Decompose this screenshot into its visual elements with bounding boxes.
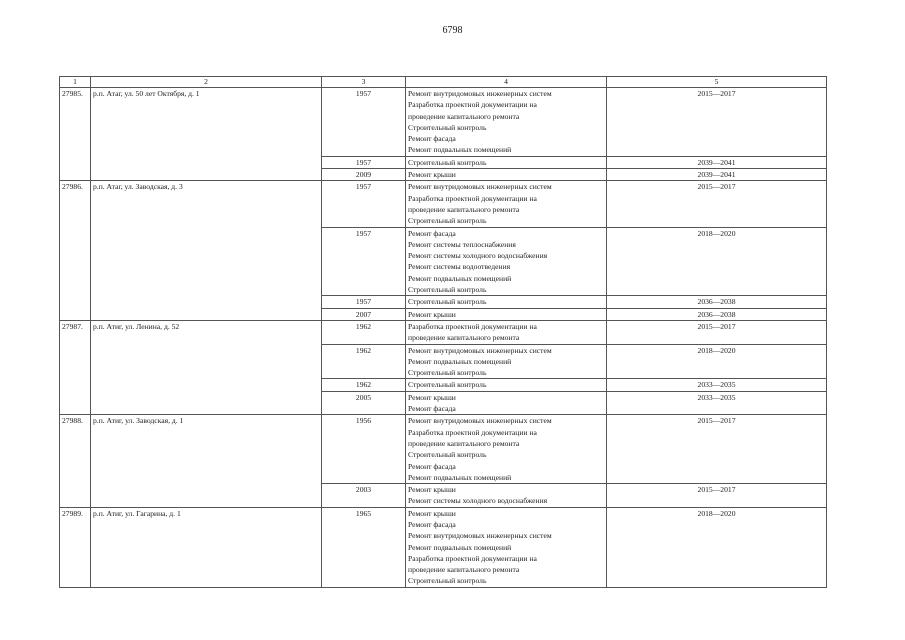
work-item: Ремонт фасада xyxy=(408,228,456,238)
works-cell xyxy=(406,296,607,308)
work-item: Ремонт фасада xyxy=(408,519,456,529)
year-cell: 1965 xyxy=(322,507,406,587)
work-item: Строительный контроль xyxy=(408,450,487,460)
works-cell xyxy=(406,344,607,379)
year-cell: 1956 xyxy=(322,415,406,484)
repair-schedule-table xyxy=(59,76,827,588)
year-cell: 1957 xyxy=(322,88,406,157)
column-header: 2 xyxy=(91,77,322,88)
work-item: Строительный контроль xyxy=(408,157,487,167)
period-cell: 2018—2020 xyxy=(607,227,827,296)
period-cell: 2015—2017 xyxy=(607,320,827,344)
work-item: проведение капитального ремонта xyxy=(408,204,520,214)
table-body xyxy=(60,88,827,588)
period-cell: 2018—2020 xyxy=(607,344,827,379)
work-item: Строительный контроль xyxy=(408,216,487,226)
work-item: Разработка проектной документации на xyxy=(408,193,537,203)
period-cell: 2033—2035 xyxy=(607,391,827,415)
record-number: 27985. xyxy=(60,88,91,181)
period-cell: 2036—2038 xyxy=(607,296,827,308)
work-item: Строительный контроль xyxy=(408,576,487,586)
table-header xyxy=(60,77,827,88)
year-cell: 1962 xyxy=(322,320,406,344)
work-item: Ремонт системы теплоснабжения xyxy=(408,239,516,249)
works-cell xyxy=(406,484,607,508)
year-cell: 1957 xyxy=(322,227,406,296)
works-cell xyxy=(406,181,607,227)
period-cell: 2039—2041 xyxy=(607,156,827,168)
work-item: Ремонт системы водоотведения xyxy=(408,262,511,272)
work-item: Строительный контроль xyxy=(408,122,487,132)
works-cell xyxy=(406,507,607,587)
work-item: проведение капитального ремонта xyxy=(408,438,520,448)
table-row xyxy=(60,507,827,587)
work-item: Разработка проектной документации на xyxy=(408,553,537,563)
building-address: р.п. Атиг, ул. Гагарина, д. 1 xyxy=(91,507,322,587)
work-item: Ремонт внутридомовых инженерных систем xyxy=(408,182,552,192)
building-address: р.п. Атаг, ул. Заводская, д. 3 xyxy=(91,181,322,321)
building-address: р.п. Атаг, ул. 50 лет Октября, д. 1 xyxy=(91,88,322,181)
work-item: Ремонт подвальных помещений xyxy=(408,472,512,482)
work-item: Ремонт подвальных помещений xyxy=(408,356,512,366)
page-number: 6798 xyxy=(442,25,463,36)
column-header: 5 xyxy=(607,77,827,88)
works-cell xyxy=(406,88,607,157)
work-item: Строительный контроль xyxy=(408,297,487,307)
table-row xyxy=(60,88,827,157)
work-item: Ремонт фасада xyxy=(408,404,456,414)
period-cell: 2015—2017 xyxy=(607,415,827,484)
work-item: проведение капитального ремонта xyxy=(408,565,520,575)
year-cell: 2003 xyxy=(322,484,406,508)
year-cell: 1957 xyxy=(322,156,406,168)
work-item: Разработка проектной документации на xyxy=(408,100,537,110)
work-item: Ремонт крыши xyxy=(408,309,456,319)
record-number: 27987. xyxy=(60,320,91,414)
year-cell: 2007 xyxy=(322,308,406,320)
year-cell: 1957 xyxy=(322,181,406,227)
works-cell xyxy=(406,320,607,344)
work-item: Ремонт внутридомовых инженерных систем xyxy=(408,345,552,355)
work-item: Ремонт внутридомовых инженерных систем xyxy=(408,89,552,98)
year-cell: 2009 xyxy=(322,169,406,181)
work-item: Ремонт внутридомовых инженерных систем xyxy=(408,416,552,426)
work-item: Ремонт подвальных помещений xyxy=(408,145,512,155)
building-address: р.п. Атиг, ул. Ленина, д. 52 xyxy=(91,320,322,414)
work-item: Разработка проектной документации на xyxy=(408,427,537,437)
period-cell: 2015—2017 xyxy=(607,484,827,508)
work-item: Ремонт внутридомовых инженерных систем xyxy=(408,531,552,541)
work-item: Строительный контроль xyxy=(408,368,487,378)
table-row xyxy=(60,181,827,227)
work-item: Разработка проектной документации на xyxy=(408,321,537,331)
table-row xyxy=(60,415,827,484)
year-cell: 1962 xyxy=(322,379,406,391)
work-item: Ремонт фасада xyxy=(408,461,456,471)
work-item: проведение капитального ремонта xyxy=(408,111,520,121)
work-item: Ремонт крыши xyxy=(408,170,456,180)
work-item: Ремонт системы холодного водоснабжения xyxy=(408,496,548,506)
building-address: р.п. Атиг, ул. Заводская, д. 1 xyxy=(91,415,322,507)
year-cell: 1957 xyxy=(322,296,406,308)
column-header: 3 xyxy=(322,77,406,88)
works-cell xyxy=(406,227,607,296)
period-cell: 2036—2038 xyxy=(607,308,827,320)
work-item: Ремонт крыши xyxy=(408,392,456,402)
work-item: Ремонт системы холодного водоснабжения xyxy=(408,251,548,261)
works-cell xyxy=(406,379,607,391)
period-cell: 2018—2020 xyxy=(607,507,827,587)
work-item: Ремонт подвальных помещений xyxy=(408,273,512,283)
column-header: 1 xyxy=(60,77,91,88)
works-cell xyxy=(406,415,607,484)
record-number: 27988. xyxy=(60,415,91,507)
works-cell xyxy=(406,169,607,181)
year-cell: 1962 xyxy=(322,344,406,379)
period-cell: 2015—2017 xyxy=(607,88,827,157)
period-cell: 2039—2041 xyxy=(607,169,827,181)
work-item: Ремонт подвальных помещений xyxy=(408,542,512,552)
year-cell: 2005 xyxy=(322,391,406,415)
period-cell: 2015—2017 xyxy=(607,181,827,227)
record-number: 27989. xyxy=(60,507,91,587)
work-item: Ремонт крыши xyxy=(408,508,456,518)
work-item: Строительный контроль xyxy=(408,285,487,295)
works-cell xyxy=(406,391,607,415)
works-cell xyxy=(406,308,607,320)
work-item: Ремонт крыши xyxy=(408,485,456,495)
work-item: Строительный контроль xyxy=(408,380,487,390)
period-cell: 2033—2035 xyxy=(607,379,827,391)
table-row xyxy=(60,320,827,344)
record-number: 27986. xyxy=(60,181,91,321)
column-header: 4 xyxy=(406,77,607,88)
work-item: Ремонт фасада xyxy=(408,134,456,144)
works-cell xyxy=(406,156,607,168)
work-item: проведение капитального ремонта xyxy=(408,333,520,343)
